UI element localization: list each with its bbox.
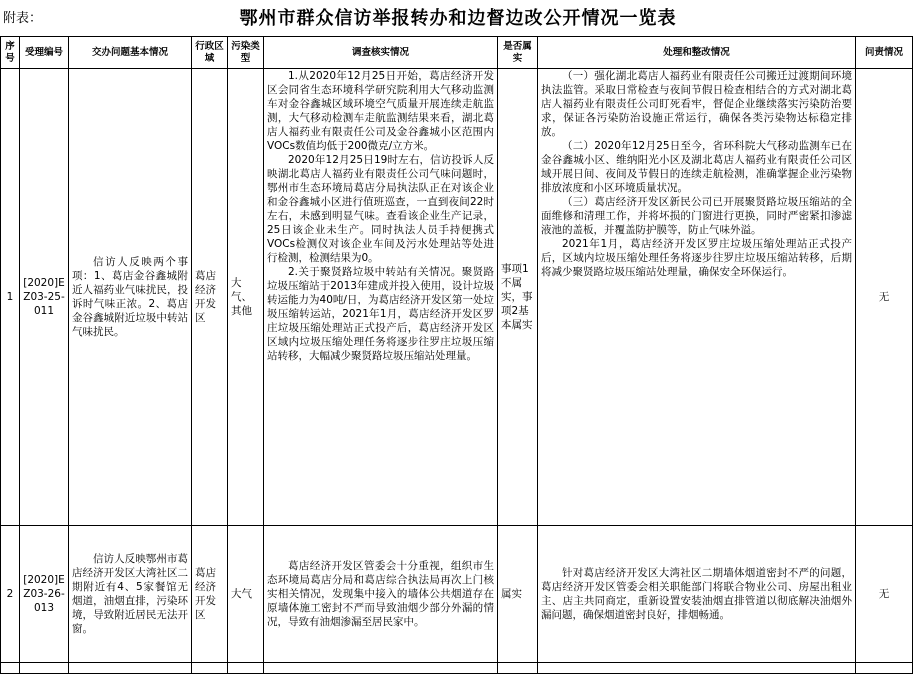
issue-cell	[69, 69, 192, 526]
verified-cell: 属实	[498, 526, 538, 663]
header-row	[1, 37, 913, 69]
pollution-type-cell: 大气、其他	[228, 69, 264, 526]
disclosure-table	[0, 36, 913, 674]
page-header	[0, 0, 916, 36]
page-title: 鄂州市群众信访举报转办和边督边改公开情况一览表	[239, 8, 677, 29]
survey-cell	[264, 526, 498, 663]
region-cell: 葛店经济开发区	[192, 526, 228, 663]
accountability-cell: 无	[856, 69, 913, 526]
action-paragraph: （二）2020年12月25日至今，省环科院大气移动监测车已在金谷鑫城小区、维纳阳光小区及湖北葛店人福药业有限责任公司区域开展日间、夜间及节假日的连续走航检测，准确掌握企业污染物排放浓度和小区环境质量状况。	[541, 140, 852, 194]
col-header-issue: 交办问题基本情况	[69, 37, 192, 69]
col-header-pollution: 污染类型	[228, 37, 264, 69]
col-header-action: 处理和整改情况	[538, 37, 856, 69]
row-index: 2	[1, 526, 20, 663]
region-cell: 葛店经济开发区	[192, 69, 228, 526]
table-row	[1, 526, 913, 663]
col-header-region: 行政区域	[192, 37, 228, 69]
survey-paragraph: 2.关于聚贤路垃圾中转站有关情况。聚贤路垃圾压缩站于2013年建成并投入使用，设计垃圾转运能力为40吨/日，为葛店经济开发区第一处垃圾压缩转运站，2021年1月，葛店经济开发区罗庄垃圾压缩处理站正式投产后，葛店经济开发区区域内垃圾压缩处理任务将逐步往罗庄垃圾压缩站转移，大幅减少聚贤路垃圾压缩站处理量。	[267, 266, 494, 362]
col-header-case-no: 受理编号	[20, 37, 69, 69]
accountability-cell: 无	[856, 526, 913, 663]
issue-text: 信访人反映两个事项：1、葛店金谷鑫城附近人福药业气味扰民，投诉时气味正浓。2、葛店金谷鑫城附近垃圾中转站气味扰民。	[72, 256, 188, 338]
issue-text: 信访人反映鄂州市葛店经济开发区大湾社区二期附近有4、5家餐馆无烟道，油烟直排，污染环境，导致附近居民无法开窗。	[72, 553, 188, 635]
survey-cell	[264, 69, 498, 526]
action-cell	[538, 526, 856, 663]
action-paragraph: （一）强化湖北葛店人福药业有限责任公司搬迁过渡期间环境执法监管。采取日常检查与夜间节假日检查相结合的方式对湖北葛店人福药业有限责任公司盯死看牢，督促企业继续落实污染防治要求，保证各污染防治设施正常运行，确保各类污染物达标稳定排放。	[541, 70, 852, 138]
action-paragraph: （三）葛店经济开发区新民公司已开展聚贤路垃圾压缩站的全面维修和清理工作，并将坏损的门窗进行更换，同时严密紧扣渗滤液池的盖板，并覆盖防护膜等，防止气味外溢。	[541, 196, 852, 236]
table-row-partial	[1, 663, 913, 674]
action-cell	[538, 69, 856, 526]
case-number: [2020]EZ03-26-013	[20, 526, 69, 663]
issue-cell	[69, 526, 192, 663]
row-index: 1	[1, 69, 20, 526]
table-row	[1, 69, 913, 526]
survey-paragraph: 1.从2020年12月25日开始，葛店经济开发区会同省生态环境科学研究院利用大气移动监测车对金谷鑫城区域环境空气质量开展连续走航监测，大气移动检测车走航监测结果来看，湖北葛店人福药业有限责任公司及金谷鑫城小区范围内VOCs数值均低于200微克/立方米。	[267, 70, 494, 152]
col-header-index: 序号	[1, 37, 20, 69]
action-paragraph: 2021年1月，葛店经济开发区罗庄垃圾压缩处理站正式投产后，区域内垃圾压缩处理任务将逐步往罗庄垃圾压缩站转移，后期将减少聚贤路垃圾压缩站处理量，确保安全环保运行。	[541, 238, 852, 278]
survey-paragraph: 2020年12月25日19时左右，信访投诉人反映湖北葛店人福药业有限责任公司气味问题时，鄂州市生态环境局葛店分局执法队正在对该企业和金谷鑫城小区进行值班巡查，一直到夜间22时左右，未感到明显气味。查看该企业生产记录，25日该企业未生产。同时执法人员手持便携式VOCs检测仪对该企业车间及污水处理站等处进行检测，检测结果为0。	[267, 154, 494, 264]
col-header-verified: 是否属实	[498, 37, 538, 69]
verified-cell: 事项1不属实，事项2基本属实	[498, 69, 538, 526]
col-header-accountability: 问责情况	[856, 37, 913, 69]
case-number: [2020]EZ03-25-011	[20, 69, 69, 526]
attachment-label: 附表：	[3, 11, 43, 26]
survey-paragraph: 葛店经济开发区管委会十分重视，组织市生态环境局葛店分局和葛店综合执法局再次上门核实相关情况，发现集中接入的墙体公共烟道存在原墙体施工密封不严而导致油烟少部分外漏的情况，导致有油烟渗漏至居民家中。	[267, 560, 494, 628]
action-paragraph: 针对葛店经济开发区大湾社区二期墙体烟道密封不严的问题，葛店经济开发区管委会相关职能部门将联合物业公司、房屋出租业主、店主共同商定，重新设置安装油烟直排管道以彻底解决油烟外漏问题，确保烟道密封良好，排烟畅通。	[541, 567, 852, 621]
col-header-survey: 调查核实情况	[264, 37, 498, 69]
pollution-type-cell: 大气	[228, 526, 264, 663]
